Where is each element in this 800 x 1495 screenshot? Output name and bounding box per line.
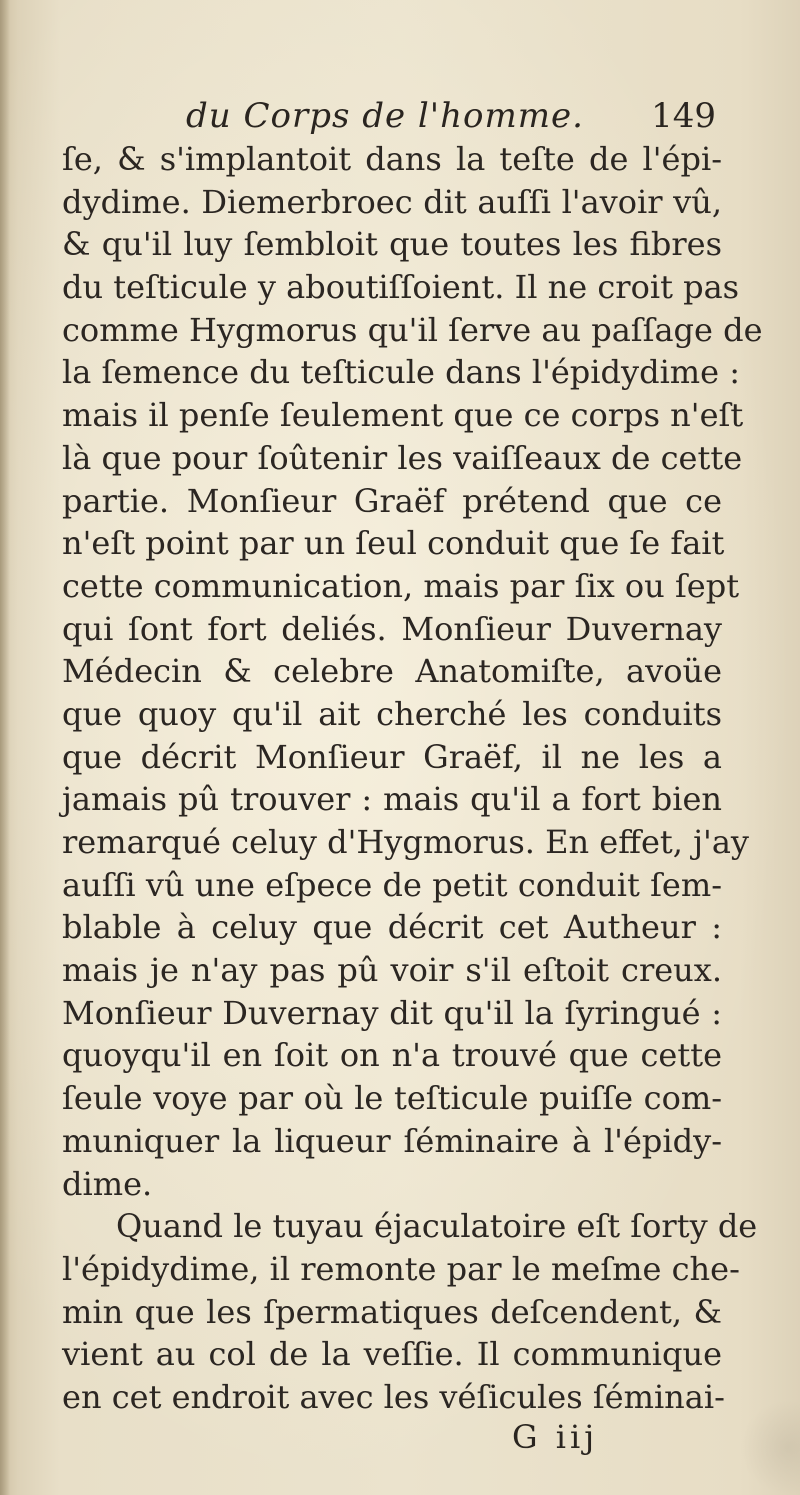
text-line: mais je n'ay pas pû voir s'il eſtoit creux. xyxy=(62,951,722,990)
text-line: dime. xyxy=(62,1164,153,1203)
text-line: & qu'il luy ſembloit que toutes les fibres xyxy=(62,225,722,264)
text-line: Monſieur Duvernay dit qu'il la ſyringué : xyxy=(62,993,722,1032)
running-title: du Corps de l'homme. xyxy=(186,96,584,136)
text-line: vient au col de la veſſie. Il communique xyxy=(62,1335,722,1374)
text-line: ſe, & s'implantoit dans la teſte de l'épi- xyxy=(62,140,722,178)
text-line: que décrit Monſieur Graëf, il ne les a xyxy=(62,737,722,776)
text-line: n'eſt point par un ſeul conduit que ſe fait xyxy=(62,524,725,563)
paper-stain xyxy=(740,1400,800,1495)
signature-mark: G iij xyxy=(512,1418,599,1456)
text-line: muniquer la liqueur ſéminaire à l'épidy- xyxy=(62,1121,722,1160)
text-line: la ſemence du teſticule dans l'épidydime : xyxy=(62,353,741,392)
text-line: partie. Monſieur Graëf prétend que ce xyxy=(62,481,722,520)
text-line: Quand le tuyau éjaculatoire eſt ſorty de xyxy=(116,1207,758,1246)
text-line: qui ſont fort deliés. Monſieur Duvernay xyxy=(62,609,722,648)
text-line: jamais pû trouver : mais qu'il a fort bien xyxy=(62,780,722,819)
page-number: 149 xyxy=(651,96,716,136)
text-line: comme Hygmorus qu'il ſerve au paſſage de xyxy=(62,310,763,349)
text-line: en cet endroit avec les véſicules ſéminai- xyxy=(62,1377,725,1416)
text-line: remarqué celuy d'Hygmorus. En effet, j'ay xyxy=(62,823,749,861)
text-line: du teſticule y aboutiſſoient. Il ne croit pas xyxy=(62,268,740,307)
text-line: auſſi vû une eſpece de petit conduit ſem- xyxy=(62,865,722,904)
text-line: Médecin & celebre Anatomiſte, avoüe xyxy=(62,652,722,691)
text-line: l'épidydime, il remonte par le meſme che- xyxy=(62,1249,740,1288)
text-line: mais il penſe ſeulement que ce corps n'eſt xyxy=(62,396,744,435)
text-line: là que pour ſoûtenir les vaiſſeaux de cette xyxy=(62,438,743,477)
body-text xyxy=(62,138,763,1419)
text-line: min que les ſpermatiques deſcendent, & xyxy=(62,1292,722,1331)
text-line: dydime. Diemerbroec dit auſſi l'avoir vû, xyxy=(62,182,722,221)
text-line: que quoy qu'il ait cherché les conduits xyxy=(62,694,722,733)
text-line: blable à celuy que décrit cet Autheur : xyxy=(62,908,722,947)
text-line: quoyqu'il en ſoit on n'a trouvé que cette xyxy=(62,1036,722,1075)
text-line: ſeule voye par où le teſticule puiſſe com- xyxy=(62,1079,722,1118)
text-line: cette communication, mais par ſix ou ſept xyxy=(62,566,740,605)
page-gutter-shadow xyxy=(0,0,10,1495)
